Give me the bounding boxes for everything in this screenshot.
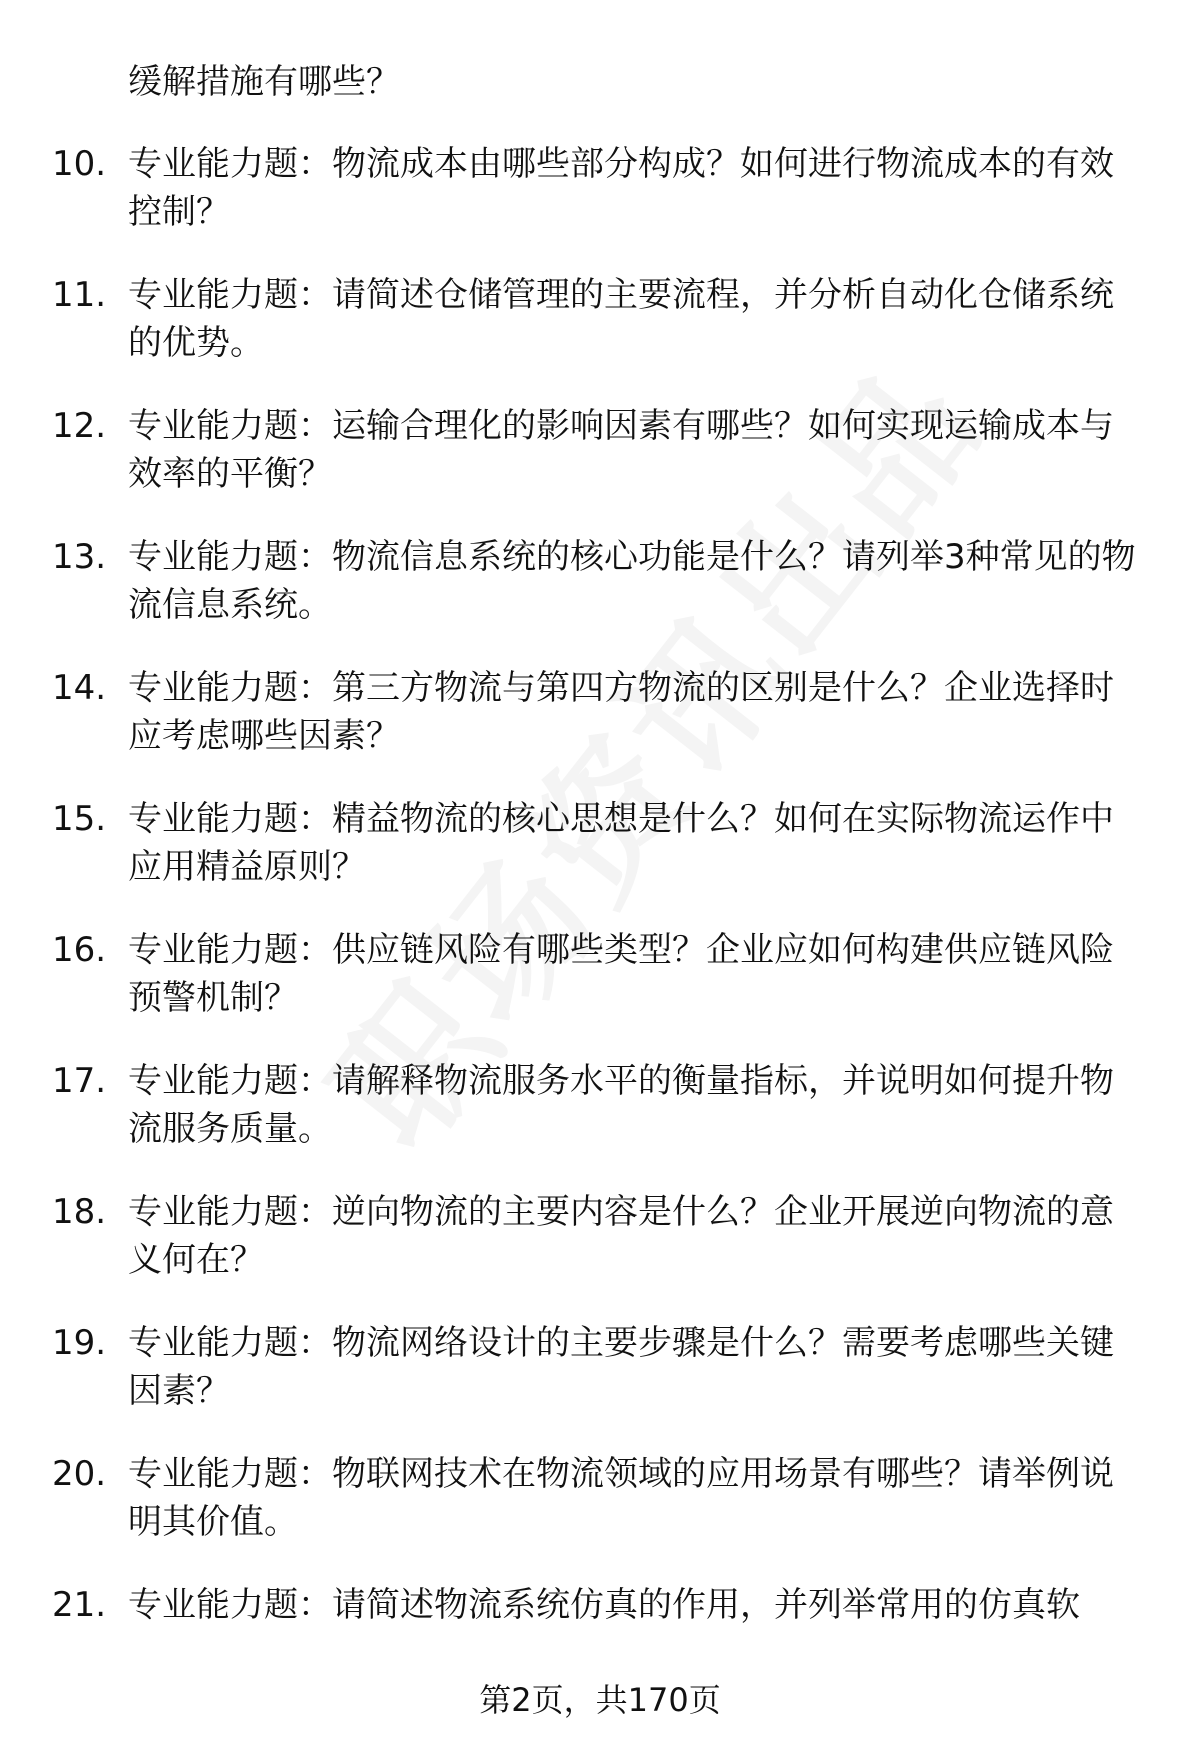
question-item: [0, 1319, 1200, 1450]
question-text: 专业能力题：请简述仓储管理的主要流程，并分析自动化仓储系统的优势。: [128, 275, 1114, 363]
continued-text: 缓解措施有哪些？: [128, 62, 400, 102]
question-item: [0, 664, 1200, 795]
question-number: 11.: [52, 275, 107, 315]
question-text: 专业能力题：请简述物流系统仿真的作用，并列举常用的仿真软: [128, 1585, 1080, 1625]
question-number: 12.: [52, 406, 107, 446]
question-text: 专业能力题：物流成本由哪些部分构成？如何进行物流成本的有效控制？: [128, 144, 1114, 232]
question-item: [0, 1450, 1200, 1581]
question-item: [0, 795, 1200, 926]
question-item: [0, 271, 1200, 402]
question-list: [0, 140, 1200, 1712]
question-number: 15.: [52, 799, 107, 839]
question-text: 专业能力题：请解释物流服务水平的衡量指标，并说明如何提升物流服务质量。: [128, 1061, 1114, 1149]
question-number: 18.: [52, 1192, 107, 1232]
question-number: 14.: [52, 668, 107, 708]
question-text: 专业能力题：物流信息系统的核心功能是什么？请列举3种常见的物流信息系统。: [128, 537, 1136, 625]
question-text: 专业能力题：供应链风险有哪些类型？企业应如何构建供应链风险预警机制？: [128, 930, 1114, 1018]
question-number: 16.: [52, 930, 107, 970]
question-item: [0, 1057, 1200, 1188]
question-item: [0, 1188, 1200, 1319]
question-number: 19.: [52, 1323, 107, 1363]
question-item: [0, 402, 1200, 533]
question-number: 17.: [52, 1061, 107, 1101]
question-item: [0, 926, 1200, 1057]
question-text: 专业能力题：第三方物流与第四方物流的区别是什么？企业选择时应考虑哪些因素？: [128, 668, 1114, 756]
question-item: [0, 140, 1200, 271]
question-text: 专业能力题：运输合理化的影响因素有哪些？如何实现运输成本与效率的平衡？: [128, 406, 1114, 494]
question-number: 10.: [52, 144, 107, 184]
question-number: 21.: [52, 1585, 107, 1625]
question-item: [0, 533, 1200, 664]
question-text: 专业能力题：精益物流的核心思想是什么？如何在实际物流运作中应用精益原则？: [128, 799, 1114, 887]
question-text: 专业能力题：逆向物流的主要内容是什么？企业开展逆向物流的意义何在？: [128, 1192, 1114, 1280]
question-text: 专业能力题：物联网技术在物流领域的应用场景有哪些？请举例说明其价值。: [128, 1454, 1114, 1542]
question-text: 专业能力题：物流网络设计的主要步骤是什么？需要考虑哪些关键因素？: [128, 1323, 1114, 1411]
question-number: 20.: [52, 1454, 107, 1494]
page-footer: 第2页，共170页: [479, 1681, 721, 1719]
question-number: 13.: [52, 537, 107, 577]
